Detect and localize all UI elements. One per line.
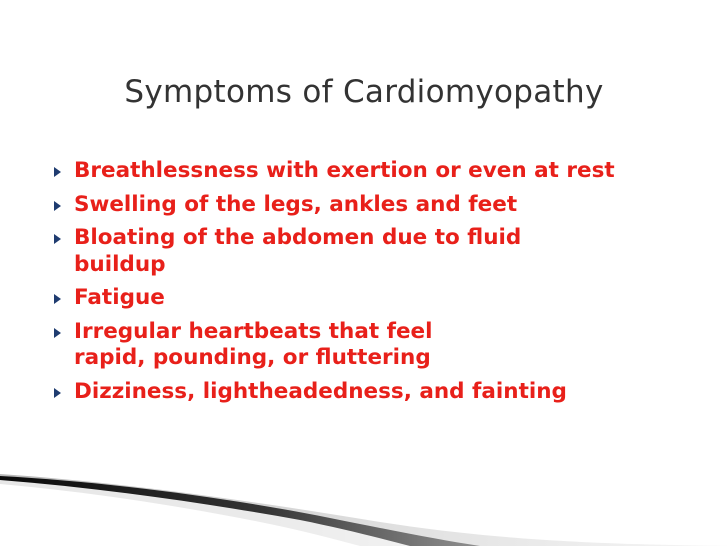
bullet-text: Irregular heartbeats that feel bbox=[74, 318, 433, 344]
triangle-right-icon bbox=[54, 388, 61, 398]
bullet-text: Dizziness, lightheadedness, and fainting bbox=[74, 378, 567, 404]
slide-title: Symptoms of Cardiomyopathy bbox=[124, 74, 604, 110]
triangle-right-icon bbox=[54, 201, 61, 211]
triangle-right-icon bbox=[54, 167, 61, 177]
list-item bbox=[50, 225, 710, 278]
triangle-right-icon bbox=[54, 294, 61, 304]
list-item bbox=[50, 379, 710, 406]
triangle-right-icon bbox=[54, 328, 61, 338]
list-item bbox=[50, 192, 710, 219]
bullet-text: Bloating of the abdomen due to fluid bbox=[74, 225, 522, 250]
list-item bbox=[50, 158, 710, 185]
triangle-right-icon bbox=[54, 234, 61, 244]
list-item bbox=[50, 285, 710, 312]
symptom-list bbox=[50, 158, 710, 412]
bullet-text-continued: rapid, pounding, or fluttering bbox=[74, 345, 431, 370]
bullet-text: Breathlessness with exertion or even at rest bbox=[74, 158, 615, 183]
list-item bbox=[50, 319, 710, 372]
bottom-swoosh-decoration bbox=[0, 460, 728, 546]
bullet-text: Fatigue bbox=[74, 285, 165, 310]
bullet-text: Swelling of the legs, ankles and feet bbox=[74, 191, 518, 217]
bullet-text-continued: buildup bbox=[74, 251, 166, 277]
